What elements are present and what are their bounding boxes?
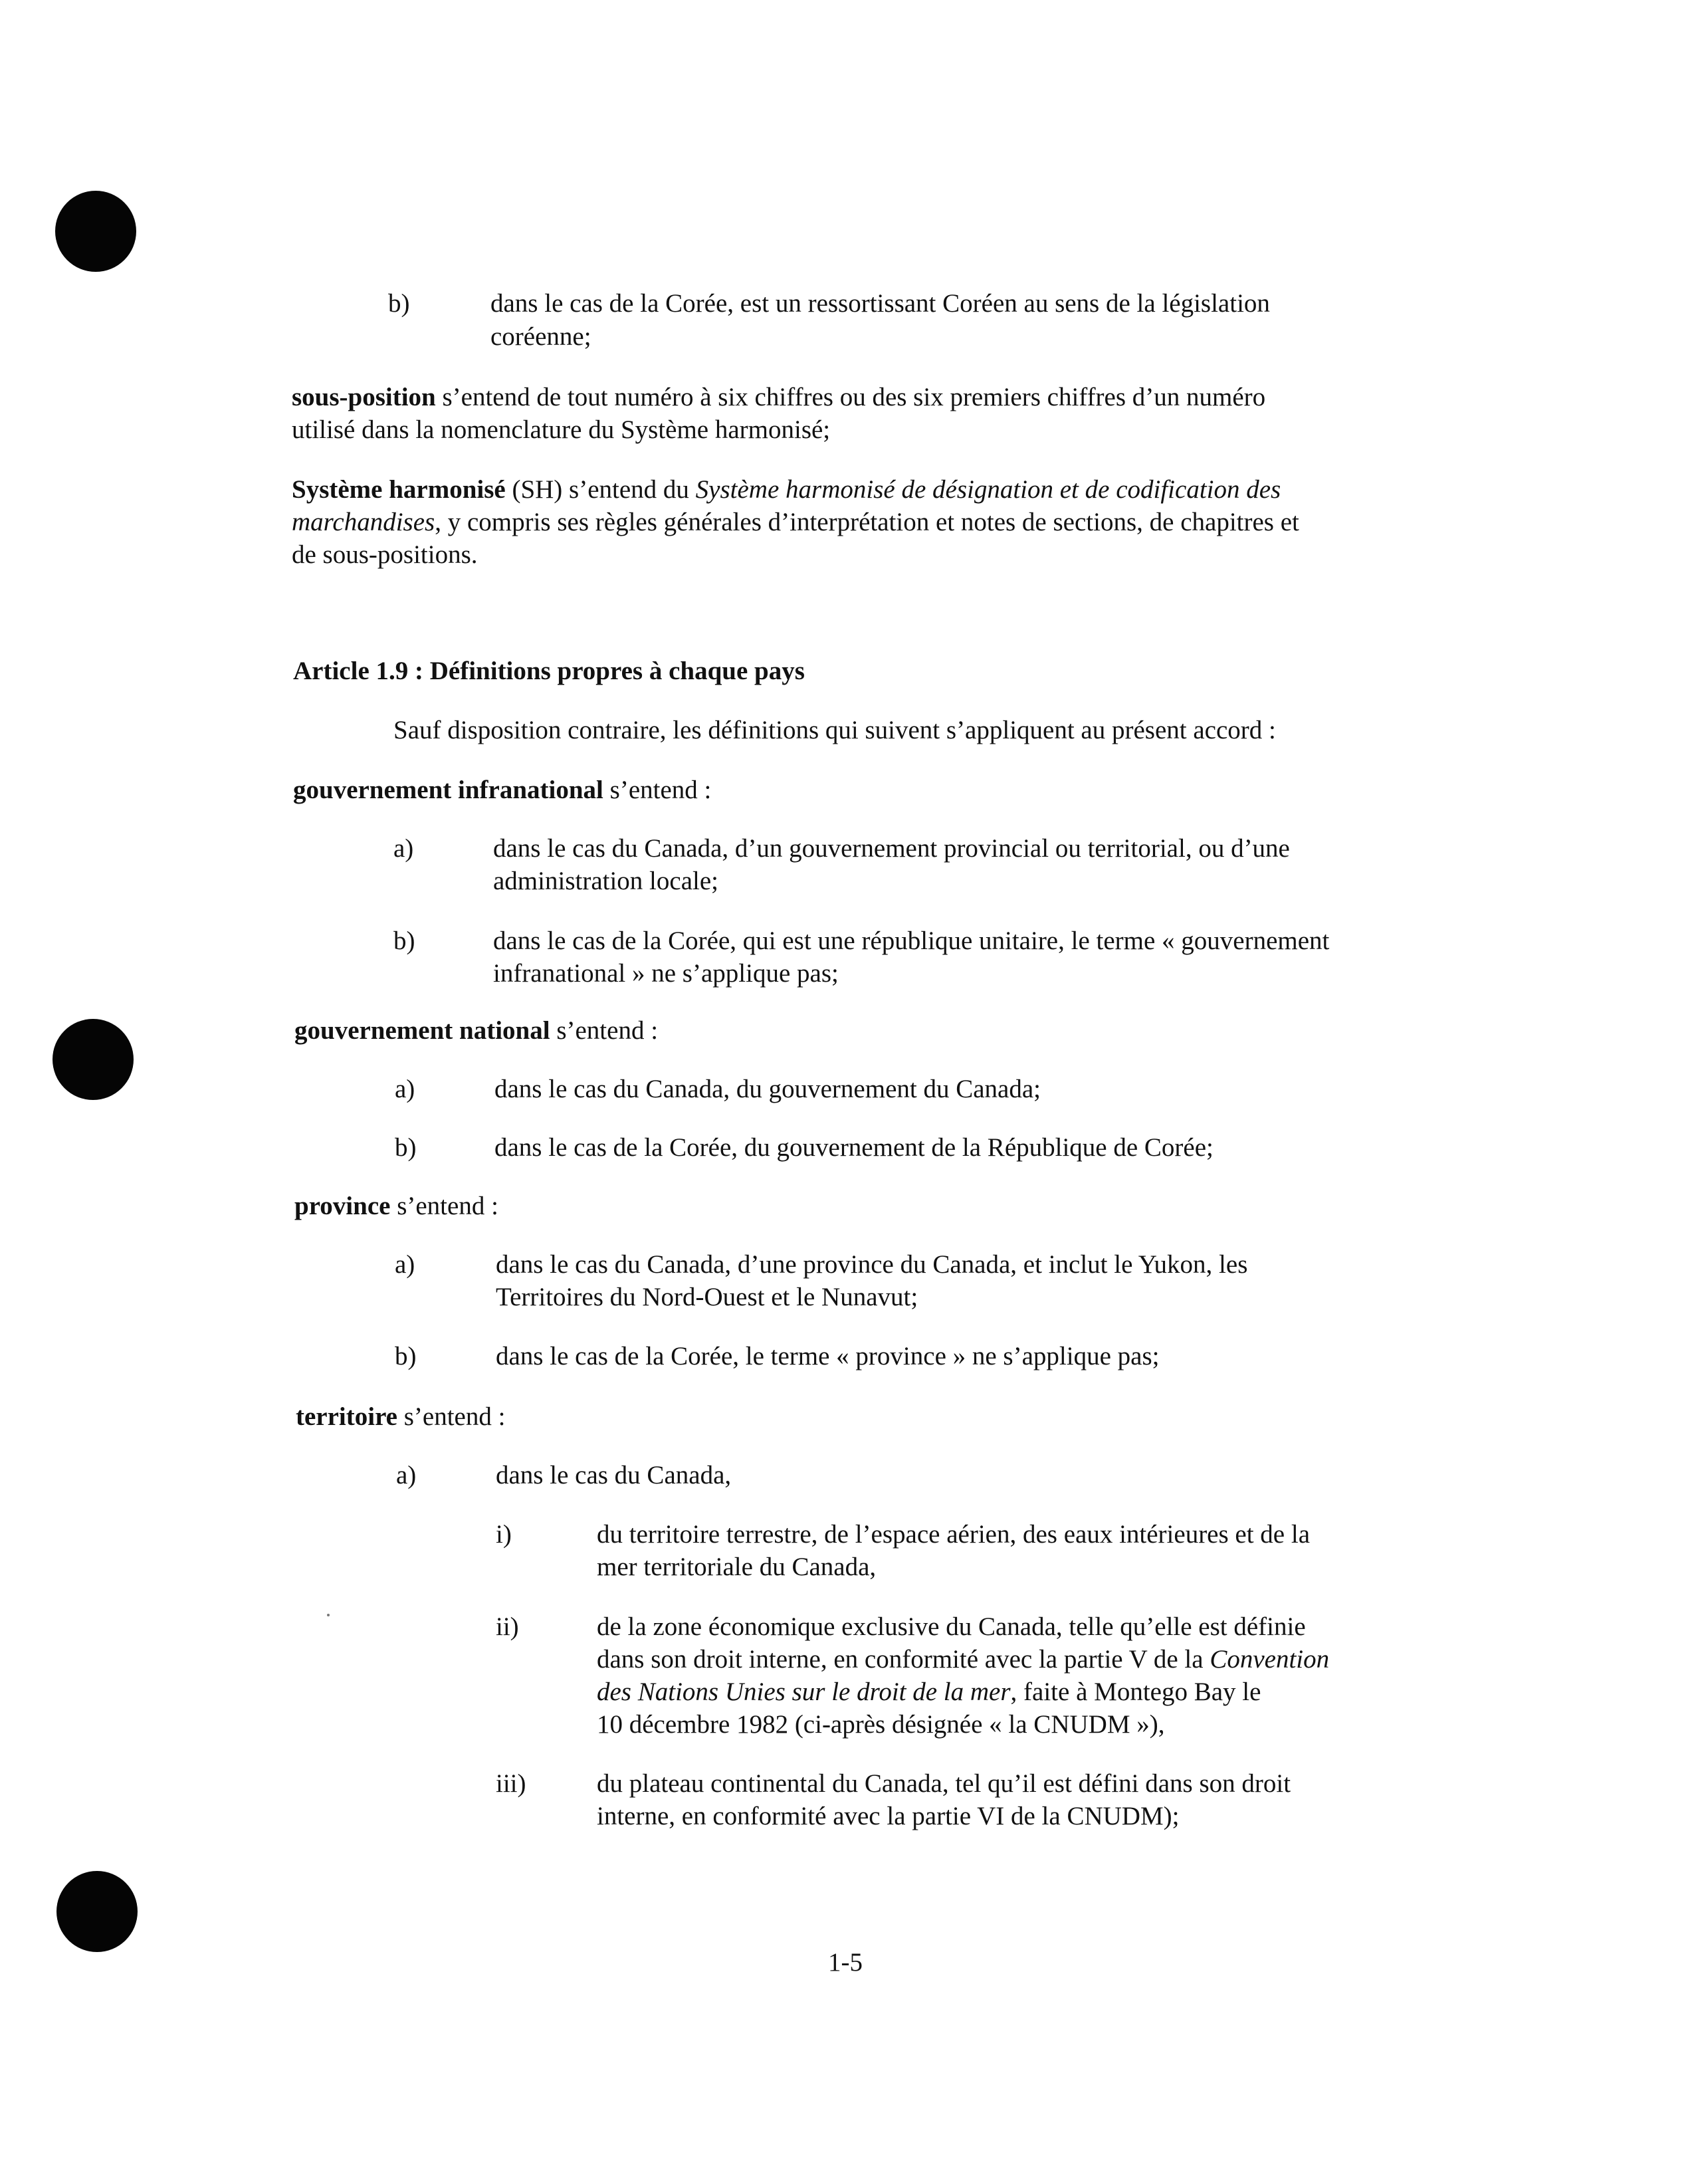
item-marker: a) [396,1461,417,1489]
definition-province: province s’entend : [294,1192,498,1220]
item-text-line: dans le cas du Canada, du gouvernement du Canada; [494,1075,1041,1103]
subitem-text-line: du plateau continental du Canada, tel qu’il est défini dans son droit [597,1769,1291,1798]
item-text-line: dans le cas du Canada, [496,1461,732,1489]
definition-gouvernement-national: gouvernement national s’entend : [294,1016,659,1045]
subitem-text-line: de la zone économique exclusive du Canada, telle qu’elle est définie [597,1612,1306,1641]
defined-term: sous-position [292,383,436,411]
definition-gouvernement-infranational: gouvernement infranational s’entend : [293,776,712,804]
item-text-line: dans le cas de la Corée, est un ressortissant Coréen au sens de la législation [490,289,1270,318]
defined-term: territoire [296,1402,397,1431]
definition-line: de sous-positions. [292,540,478,569]
definition-sous-position: sous-position s’entend de tout numéro à six chiffres ou des six premiers chiffres d’un numéro [292,383,1266,411]
defined-term: gouvernement national [294,1016,550,1045]
definition-territoire: territoire s’entend : [296,1402,506,1431]
defined-term: province [294,1192,391,1220]
article-intro: Sauf disposition contraire, les définitions qui suivent s’appliquent au présent accord : [393,716,1276,744]
subitem-text-line: dans son droit interne, en conformité avec la partie V de la Convention [597,1645,1330,1674]
subitem-text-line: interne, en conformité avec la partie VI de la CNUDM); [597,1802,1180,1830]
defined-term: Système harmonisé [292,475,506,504]
binder-hole-bottom [56,1871,138,1952]
item-marker: b) [388,289,410,318]
item-text-line: dans le cas du Canada, d’une province du Canada, et inclut le Yukon, les [496,1250,1248,1279]
article-heading: Article 1.9 : Définitions propres à chaque pays [293,657,805,685]
item-marker: a) [395,1250,415,1279]
item-text-line: dans le cas du Canada, d’un gouvernement provincial ou territorial, ou d’une [493,834,1290,863]
scan-speck [327,1614,330,1616]
definition-systeme-harmonise: Système harmonisé (SH) s’entend du Système harmonisé de désignation et de codification des [292,475,1281,504]
subitem-text-line: mer territoriale du Canada, [597,1553,877,1581]
item-marker: b) [395,1342,417,1370]
item-text-line: dans le cas de la Corée, du gouvernement de la République de Corée; [494,1133,1214,1162]
subitem-marker: i) [496,1520,512,1549]
item-text-line: dans le cas de la Corée, qui est une république unitaire, le terme « gouvernement [493,927,1330,955]
subitem-text-line: 10 décembre 1982 (ci-après désignée « la CNUDM »), [597,1710,1165,1739]
definition-line: utilisé dans la nomenclature du Système harmonisé; [292,415,831,444]
item-marker: b) [393,927,415,955]
item-text-line: coréenne; [490,322,591,351]
subitem-marker: iii) [496,1769,526,1798]
item-text-line: Territoires du Nord-Ouest et le Nunavut; [496,1283,918,1311]
item-marker: a) [395,1075,415,1103]
item-text-line: dans le cas de la Corée, le terme « province » ne s’applique pas; [496,1342,1160,1370]
defined-term: gouvernement infranational [293,776,603,804]
item-marker: a) [393,834,414,863]
page-number: 1-5 [828,1948,863,1977]
subitem-marker: ii) [496,1612,519,1641]
binder-hole-top [55,191,136,272]
subitem-text-line: des Nations Unies sur le droit de la mer, faite à Montego Bay le [597,1678,1261,1706]
subitem-text-line: du territoire terrestre, de l’espace aérien, des eaux intérieures et de la [597,1520,1311,1549]
item-text-line: administration locale; [493,867,718,895]
item-marker: b) [395,1133,417,1162]
binder-hole-middle [53,1019,134,1100]
item-text-line: infranational » ne s’applique pas; [493,959,839,988]
definition-line: marchandises, y compris ses règles générales d’interprétation et notes de sections, de chapitres et [292,508,1299,536]
